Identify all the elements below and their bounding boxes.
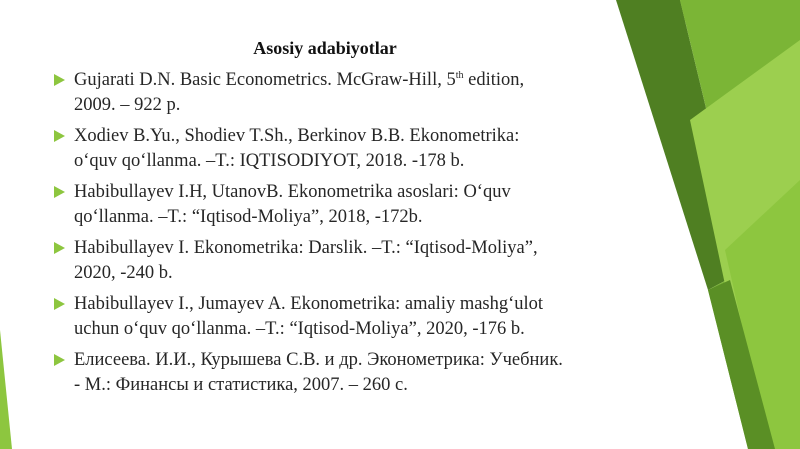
list-item bbox=[52, 292, 612, 342]
slide-heading: Asosiy adabiyotlar bbox=[253, 38, 397, 58]
triangle-bullet-icon bbox=[54, 130, 65, 142]
list-item bbox=[52, 236, 612, 286]
item-text: Елисеева. И.И., Курышева С.В. и др. Эконометрика: Учебник. - М.: Финансы и статистика, 2007. – 260 с. bbox=[74, 350, 563, 395]
item-text: Xodiev B.Yu., Shodiev T.Sh., Berkinov B.B. Ekonometrika: o‘quv qo‘llanma. –T.: IQTISODIYOT, 2018. -178 b. bbox=[74, 126, 520, 171]
triangle-bullet-icon bbox=[54, 74, 65, 86]
list-item bbox=[52, 68, 612, 118]
list-item bbox=[52, 180, 612, 230]
item-text: Habibullayev I. Ekonometrika: Darslik. –T.: “Iqtisod-Moliya”, 2020, -240 b. bbox=[74, 238, 538, 283]
item-text: Habibullayev I.H, UtanovB. Ekonometrika asoslari: O‘quv qo‘llanma. –T.: “Iqtisod-Moliya”, 2018, -172b. bbox=[74, 182, 511, 227]
list-item bbox=[52, 124, 612, 174]
item-text: Habibullayev I., Jumayev A. Ekonometrika: amaliy mashg‘ulot uchun o‘quv qo‘llanma. –T.: “Iqtisod-Moliya”, 2020, -176 b. bbox=[74, 294, 544, 339]
triangle-bullet-icon bbox=[54, 298, 65, 310]
list-item bbox=[52, 348, 612, 398]
references-list bbox=[52, 68, 612, 398]
triangle-bullet-icon bbox=[54, 242, 65, 254]
triangle-bullet-icon bbox=[54, 186, 65, 198]
item-text: Gujarati D.N. Basic Econometrics. McGraw-Hill, 5th edition, 2009. – 922 p. bbox=[74, 70, 525, 115]
triangle-bullet-icon bbox=[54, 354, 65, 366]
